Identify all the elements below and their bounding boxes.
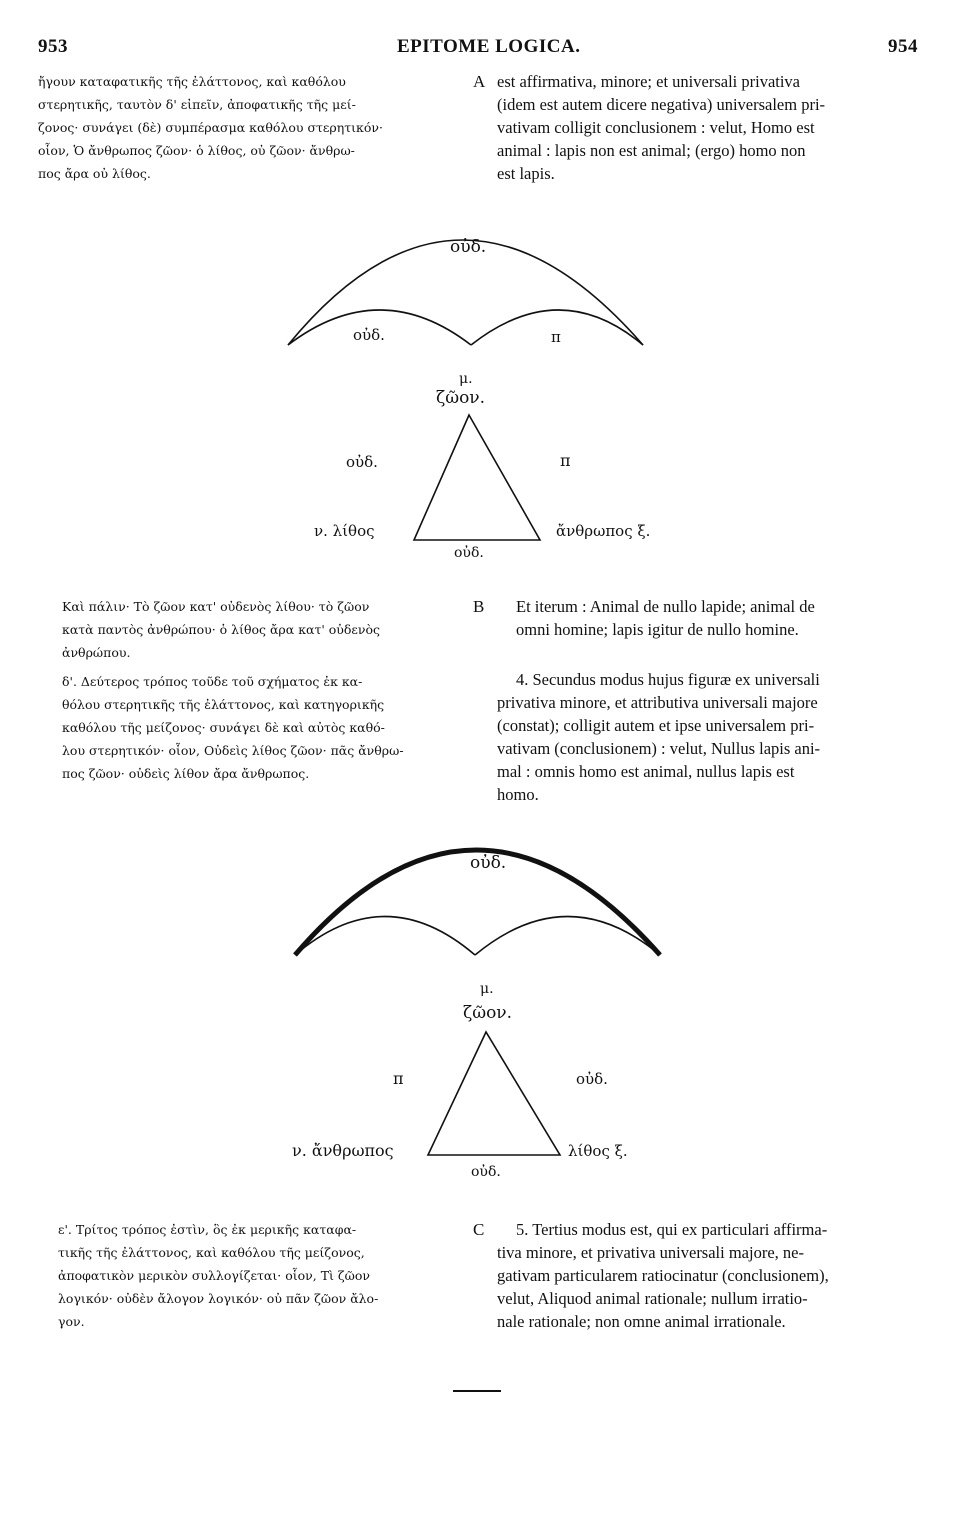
text-line: 4. Secundus modus hujus figuræ ex universali (516, 670, 820, 689)
text-line: animal : lapis non est animal; (ergo) homo non (497, 141, 806, 160)
side-label-left: π (393, 1069, 404, 1088)
vertex-label-left: ν. ἄνθρωπος (292, 1141, 394, 1160)
section-marker-b: B (473, 597, 485, 616)
greek-paragraph-2 (62, 595, 472, 664)
text-line: Καὶ πάλιν· Τὸ ζῶον κατ' οὐδενὸς λίθου· τὸ ζῶον (62, 599, 370, 614)
latin-paragraph-3 (497, 668, 927, 806)
base-label: οὐδ. (454, 545, 484, 561)
inner-arc-left (295, 917, 475, 956)
greek-paragraph-3 (62, 670, 472, 785)
figure-1 (288, 237, 650, 561)
text-line: gativam particularem ratiocinatur (conclusionem), (497, 1266, 829, 1285)
section-marker-a: A (473, 72, 486, 91)
text-line: velut, Aliquod animal rationale; nullum irratio- (497, 1289, 808, 1308)
text-line: vativam colligit conclusionem : velut, Homo est (497, 118, 815, 137)
side-label-left: οὐδ. (346, 453, 378, 471)
text-line: κατὰ παντὸς ἀνθρώπου· ὁ λίθος ἄρα κατ' οὐδενὸς (62, 622, 381, 637)
text-line: λογικόν· οὐδὲν ἄλογον λογικόν· οὐ πᾶν ζῶον ἄλο- (58, 1291, 379, 1306)
arc-label-top: οὐδ. (450, 237, 487, 257)
figure-2 (292, 850, 660, 1180)
text-line: ἤγουν καταφατικῆς τῆς ἐλάττονος, καὶ καθόλου (38, 74, 346, 89)
text-line: ζονος· συνάγει (δὲ) συμπέρασμα καθόλου στερητικόν· (38, 120, 383, 135)
inner-arc-right (475, 917, 660, 956)
base-label: οὐδ. (471, 1164, 501, 1180)
text-line: est affirmativa, minore; et universali privativa (497, 72, 801, 91)
text-line: vativam (conclusionem) : velut, Nullus lapis ani- (497, 739, 821, 758)
latin-paragraph-2 (516, 595, 926, 641)
vertex-label-right: ἄνθρωπος ξ. (556, 522, 651, 540)
text-line: omni homine; lapis igitur de nullo homine. (516, 620, 799, 639)
vertex-label-left: ν. λίθος (314, 522, 375, 540)
page-number-left: 953 (38, 36, 68, 57)
vertex-label-right: λίθος ξ. (568, 1142, 628, 1160)
text-line: ε'. Τρίτος τρόπος ἐστὶν, ὃς ἐκ μερικῆς καταφα- (58, 1222, 357, 1237)
text-line: πος ἄρα οὐ λίθος. (38, 166, 151, 181)
arc-label-right: π (551, 328, 561, 346)
syllogism-triangle (414, 415, 540, 540)
side-label-right: οὐδ. (576, 1070, 608, 1088)
text-line: est lapis. (497, 164, 555, 183)
text-line: nale rationale; non omne animal irrationale. (497, 1312, 786, 1331)
text-line: mal : omnis homo est animal, nullus lapis est (497, 762, 795, 781)
text-line: στερητικῆς, ταυτὸν δ' εἰπεῖν, ἀποφατικῆς τῆς μεί- (38, 97, 356, 112)
text-line: τικῆς τῆς ἐλάττονος, καὶ καθόλου τῆς μείζονος, (58, 1245, 365, 1260)
greek-paragraph-4 (58, 1218, 472, 1333)
middle-term: ζῶον. (463, 1003, 513, 1023)
middle-term-mark: μ. (459, 371, 473, 387)
middle-term-mark: μ. (480, 981, 494, 997)
text-line: γον. (58, 1314, 85, 1329)
text-line: privativa minore, et attributiva universali majore (497, 693, 818, 712)
middle-term: ζῶον. (436, 388, 486, 408)
text-line: ἀποφατικὸν μερικὸν συλλογίζεται· οἷον, Τὶ ζῶον (58, 1268, 370, 1283)
text-line: οἷον, Ὁ ἄνθρωπος ζῶον· ὁ λίθος, οὐ ζῶον· ἄνθρω- (38, 143, 355, 158)
text-line: πος ζῶον· οὐδεὶς λίθον ἄρα ἄνθρωπος. (62, 766, 310, 781)
text-line: Et iterum : Animal de nullo lapide; animal de (516, 597, 815, 616)
running-title: EPITOME LOGICA. (397, 36, 581, 57)
text-line: λου στερητικόν· οἷον, Οὐδεὶς λίθος ζῶον· πᾶς ἄνθρω- (62, 743, 404, 758)
page-number-right: 954 (888, 36, 918, 57)
side-label-right: π (560, 451, 571, 470)
text-line: tiva minore, et privativa universali majore, ne- (497, 1243, 804, 1262)
arc-label-top: οὐδ. (470, 853, 507, 873)
text-line: δ'. Δεύτερος τρόπος τοῦδε τοῦ σχήματος ἐκ κα- (62, 674, 363, 689)
syllogism-triangle (428, 1032, 560, 1155)
section-marker-c: C (473, 1220, 485, 1239)
text-line: καθόλου τῆς μείζονος· συνάγει δὲ καὶ αὐτὸς καθό- (62, 720, 385, 735)
text-line: θόλου στερητικῆς τῆς ἐλάττονος, καὶ κατηγορικῆς (62, 697, 385, 712)
text-line: (constat); colligit autem et ipse universalem pri- (497, 716, 815, 735)
text-line: 5. Tertius modus est, qui ex particulari affirma- (516, 1220, 828, 1239)
text-line: homo. (497, 785, 539, 804)
latin-paragraph-4 (497, 1218, 927, 1333)
closing-rule (453, 1390, 501, 1392)
arc-label-left: οὐδ. (353, 326, 385, 344)
text-line: (idem est autem dicere negativa) universalem pri- (497, 95, 826, 114)
text-line: ἀνθρώπου. (62, 645, 131, 660)
